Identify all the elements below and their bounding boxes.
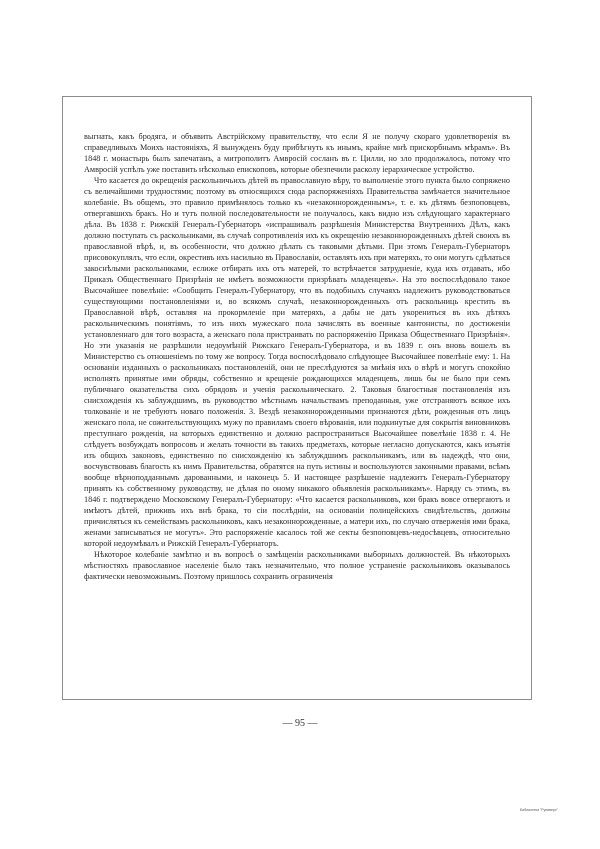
paragraph-baptism: Что касается до окрещенія раскольничьихъ дѣтей въ православную вѣру, то выполненіе этого пункта было сопряжено съ величайшими трудностями; поэтому въ относящихся сюда распоряженіяхъ Правительства замѣчается значительное колебаніе. Въ общемъ, это правило примѣнялось только къ «незаконнорожденнымъ», т. е. къ дѣтямъ безпоповцевъ, отвергавшихъ бракъ. Но и тутъ полной последовательности не получалось, какъ видно изъ слѣдующаго характернаго дѣла. Въ 1838 г. Рижскій Генералъ-Губернаторъ «испрашивалъ разрѣшенія Министерства Внутреннихъ Дѣлъ, какъ должно поступать съ раскольниками, въ случаѣ сопротивленія ихъ къ окрещенію незаконнорожденныхъ дѣтей своихъ въ православной вѣрѣ, и, въ особенности, что должно дѣлать съ таковыми дѣтьми. При этомъ Генералъ-Губернаторъ присовокуплялъ, что если, окрестивъ ихъ насильно въ Православіи, оставлять ихъ при матеряхъ, то они могутъ сдѣлаться закоснѣлыми раскольниками, еслиже отбирать ихъ отъ матерей, то встрѣчается затрудненіе, куда ихъ отдавать, ибо Приказъ Общественнаго Призрѣнія не имѣетъ возможности призрѣвать младенцевъ». На это воспослѣдовало такое Высочайшее повелѣніе: «Сообщить Генералъ-Губернатору, что въ подобныхъ случаяхъ надлежитъ руководствоваться существующими постановленіями и, во всякомъ случаѣ, незаконнорожденныхъ отъ раскольниць крестить въ Православной вѣрѣ, оставляя на прокормленіе при матеряхъ, а дабы не дать укорениться въ ихъ дѣтяхъ раскольническимъ понятіямъ, то изъ нихъ мужескаго пола зачислять въ военные кантонисты, по достиженіи установленнаго для того возраста, а женскаго пола пристраивать по распоряженію Приказа Общественнаго Призрѣнія». Но эти указанія не разрѣшили недоумѣній Рижскаго Генералъ-Губернатора, и въ 1839 г. онъ вновь вошелъ въ Министерство съ отношеніемъ по тому же вопросу. Тогда воспослѣдовало слѣдующее Высочайшее повелѣніе ему: 1. На основаніи изданныхъ о раскольникахъ постановленій, они не преслѣдуются за мнѣнія ихъ о вѣрѣ и могутъ спокойно исполнять принятые ими обряды, собственно и крещеніе рождающихся младенцевъ, лишь бы не было при семъ публичнаго оказательства сихъ обрядовъ и ученія раскольническаго. 2. Таковыя благостныя постановленія изъ снисхожденія къ заблуждшимъ, въ руководство мѣстнымъ начальствамъ преподанныя, уже отстраняютъ всякое ихъ толкованіе и не требуютъ новаго положенія. 3. Вездѣ незаконнорожденными признаются дѣти, рожденныя отъ лицъ женскаго пола, не сожительствующихъ мужу по правиламъ своего вѣрованія, или подкинутые для сокрытія виновниковъ преступнаго рожденія, на которыхъ единственно и должно распространиться Высочайшее повелѣніе 1838 г. 4. Не слѣдуетъ возбуждать вопросовъ и желать точности въ такихъ предметахъ, которые негласно допускаются, какъ изъятія изъ общихъ законовъ, единственно по снисхожденію къ заблуждшимъ раскольникамъ, или въ надеждѣ, что они, восчувствовавъ благость къ нимъ Правительства, обратятся на путь истины и воспользуются законными правами, всѣмъ вообще вѣрноподданнымъ дарованными, и наконецъ 5. И настоящее разрѣшеніе надлежитъ Генералъ-Губернатору принять къ собственному руководству, не дѣлая по оному никакого объявленія раскольникамъ». Наряду съ этимъ, въ 1846 г. подтверждено Московскому Генералъ-Губернатору: «Что касается раскольниковъ, кои бракъ вовсе отвергаютъ и имѣютъ дѣтей, приживъ ихъ внѣ брака, то сіи послѣдніи, на основаніи полицейскихъ свидѣтельствъ, должны причисляться къ семействамъ раскольниковъ, какъ незаконнорожденные, а матери ихъ, по случаю отверженія ими брака, женами записываться не могутъ». Это распоряженіе касалось той же секты безпоповцевъ-недосѣвцевъ, относительно которой недоумѣвалъ и Рижскій Генералъ-Губернаторъ.: [84, 176, 510, 548]
library-watermark: Библиотека "Руниверс": [520, 808, 558, 812]
body-text: [84, 131, 510, 582]
page-number: — 95 —: [282, 718, 318, 729]
paragraph-elected-positions: Нѣкоторое колебаніе замѣтно и въ вопросѣ о замѣщеніи раскольниками выборныхъ должностей. Въ нѣкоторыхъ мѣстностяхъ православное населеніе было такъ незначительно, что полное устраненіе раскольниковъ оказывалось фактически невозможнымъ. Поэтому пришлось сохранить ограниченія: [84, 550, 510, 581]
paragraph-continuation: выгнать, какъ бродяга, и объявить Австрійскому правительству, что если Я не получу скораго удовлетворенія въ справедливыхъ Моихъ настояніяхъ, Я вынужденъ буду прибѣгнуть къ инымъ, крайне мнѣ прискорбнымъ мѣрамъ». Въ 1848 г. монастырь былъ запечатанъ, а митрополитъ Амвросій сосланъ въ г. Цилли, но зло продолжалось, потому что Амвросій успѣлъ уже поставить нѣсколько епископовъ, которые обезпечили расколу іерархическое устройство.: [84, 132, 510, 174]
